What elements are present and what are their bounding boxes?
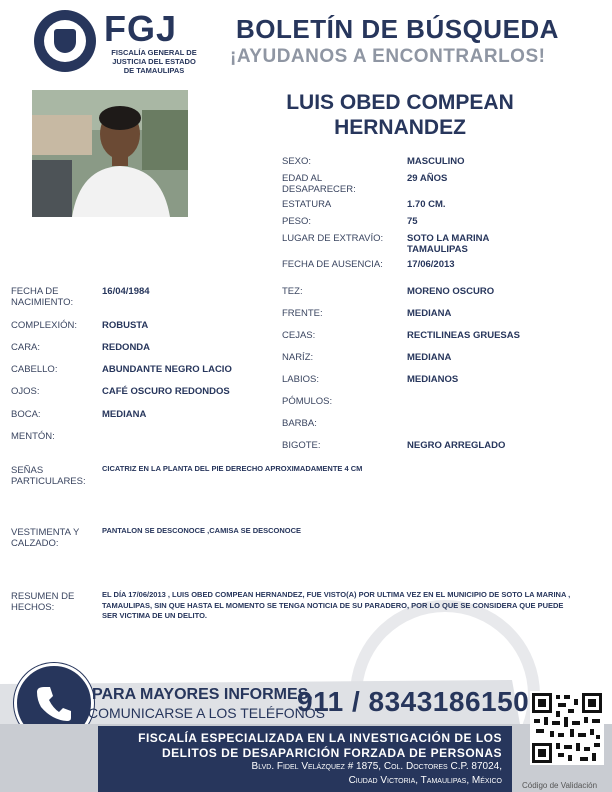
skin-label: TEZ:	[282, 286, 303, 297]
absence-date-label: FECHA DE AUSENCIA:	[282, 259, 383, 270]
footer-address-line-1: Blvd. Fidel Velázquez # 1875, Col. Doctores C.P. 87024,	[251, 761, 502, 772]
contact-line-2: COMUNICARSE A LOS TELÉFONOS	[88, 705, 326, 721]
birth-date-value: 16/04/1984	[102, 286, 150, 297]
face-value: REDONDA	[102, 342, 151, 353]
logo-subtitle: FISCALÍA GENERAL DE JUSTICIA DEL ESTADO DE TAMAULIPAS	[111, 48, 197, 75]
summary-text: EL DÍA 17/06/2013 , LUIS OBED COMPEAN HERNANDEZ, FUE VISTO(A) POR ULTIMA VEZ EN EL MUNICIPIO DE SOTO LA MARINA , TAMAULIPAS, SIN QUE HASTA EL MOMENTO SE TENGA NOTICIA DE SU PARADERO, POR LO QUE SE CONSIDERA QUE PUEDE SER VICTIMA DE UN DELITO.	[102, 590, 571, 620]
mouth-value: MEDIANA	[102, 409, 147, 420]
birth-date-label: FECHA DE NACIMIENTO:	[11, 286, 74, 308]
eyebrows-label: CEJAS:	[282, 330, 316, 341]
place-value: SOTO LA MARINA TAMAULIPAS	[407, 233, 490, 255]
forehead-label: FRENTE:	[282, 308, 323, 319]
bulletin-title: BOLETÍN DE BÚSQUEDA	[236, 14, 559, 44]
place-label: LUGAR DE EXTRAVÍO:	[282, 233, 384, 244]
qr-code-icon[interactable]	[530, 691, 604, 765]
clothing-label: VESTIMENTA Y CALZADO:	[11, 527, 80, 549]
marks-value: CICATRIZ EN LA PLANTA DEL PIE DERECHO APROXIMADAMENTE 4 CM	[102, 464, 363, 473]
height-value: 1.70 CM.	[407, 199, 446, 210]
absence-date-value: 17/06/2013	[407, 259, 455, 270]
age-label: EDAD AL DESAPARECER:	[282, 173, 356, 195]
phone-number[interactable]: 911 / 8343186150	[297, 686, 530, 717]
forehead-value: MEDIANA	[407, 308, 452, 319]
age-value: 29 AÑOS	[407, 173, 448, 184]
footer-agency-line-2: DELITOS DE DESAPARICIÓN FORZADA DE PERSONAS	[162, 746, 502, 760]
cheekbones-label: PÓMULOS:	[282, 396, 333, 407]
weight-value: 75	[407, 216, 418, 227]
height-label: ESTATURA	[282, 199, 332, 210]
sex-value: MASCULINO	[407, 156, 465, 167]
logo-text: FGJ	[104, 8, 178, 49]
lips-label: LABIOS:	[282, 374, 319, 385]
face-label: CARA:	[11, 342, 41, 353]
mouth-label: BOCA:	[11, 409, 41, 420]
beard-label: BARBA:	[282, 418, 317, 429]
eyes-value: CAFÉ OSCURO REDONDOS	[102, 386, 230, 397]
chin-label: MENTÓN:	[11, 431, 55, 442]
eyes-label: OJOS:	[11, 386, 40, 397]
skin-value: MORENO OSCURO	[407, 286, 495, 297]
footer-address-line-2: Ciudad Victoria, Tamaulipas, México	[348, 775, 502, 786]
mustache-value: NEGRO ARREGLADO	[407, 440, 506, 451]
contact-line-1: PARA MAYORES INFORMES,	[92, 686, 313, 703]
mustache-label: BIGOTE:	[282, 440, 321, 451]
lips-value: MEDIANOS	[407, 374, 459, 385]
qr-caption: Código de Validación	[522, 781, 598, 790]
sex-label: SEXO:	[282, 156, 312, 167]
person-name: LUIS OBED COMPEAN HERNANDEZ	[286, 91, 514, 139]
hair-value: ABUNDANTE NEGRO LACIO	[102, 364, 232, 375]
eyebrows-value: RECTILINEAS GRUESAS	[407, 330, 520, 341]
summary-label: RESUMEN DE HECHOS:	[11, 591, 75, 613]
bulletin-subtitle: ¡AYUDANOS A ENCONTRARLOS!	[230, 46, 546, 67]
nose-label: NARÍZ:	[282, 352, 314, 363]
person-photo	[32, 90, 188, 217]
build-label: COMPLEXIÓN:	[11, 320, 77, 331]
footer-agency-line-1: FISCALÍA ESPECIALIZADA EN LA INVESTIGACIÓN DE LOS	[138, 731, 502, 745]
weight-label: PESO:	[282, 216, 312, 227]
hair-label: CABELLO:	[11, 364, 58, 375]
clothing-value: PANTALON SE DESCONOCE ,CAMISA SE DESCONOCE	[102, 526, 302, 535]
build-value: ROBUSTA	[102, 320, 149, 331]
fgj-seal-logo	[34, 10, 96, 72]
marks-label: SEÑAS PARTICULARES:	[11, 465, 86, 487]
nose-value: MEDIANA	[407, 352, 452, 363]
